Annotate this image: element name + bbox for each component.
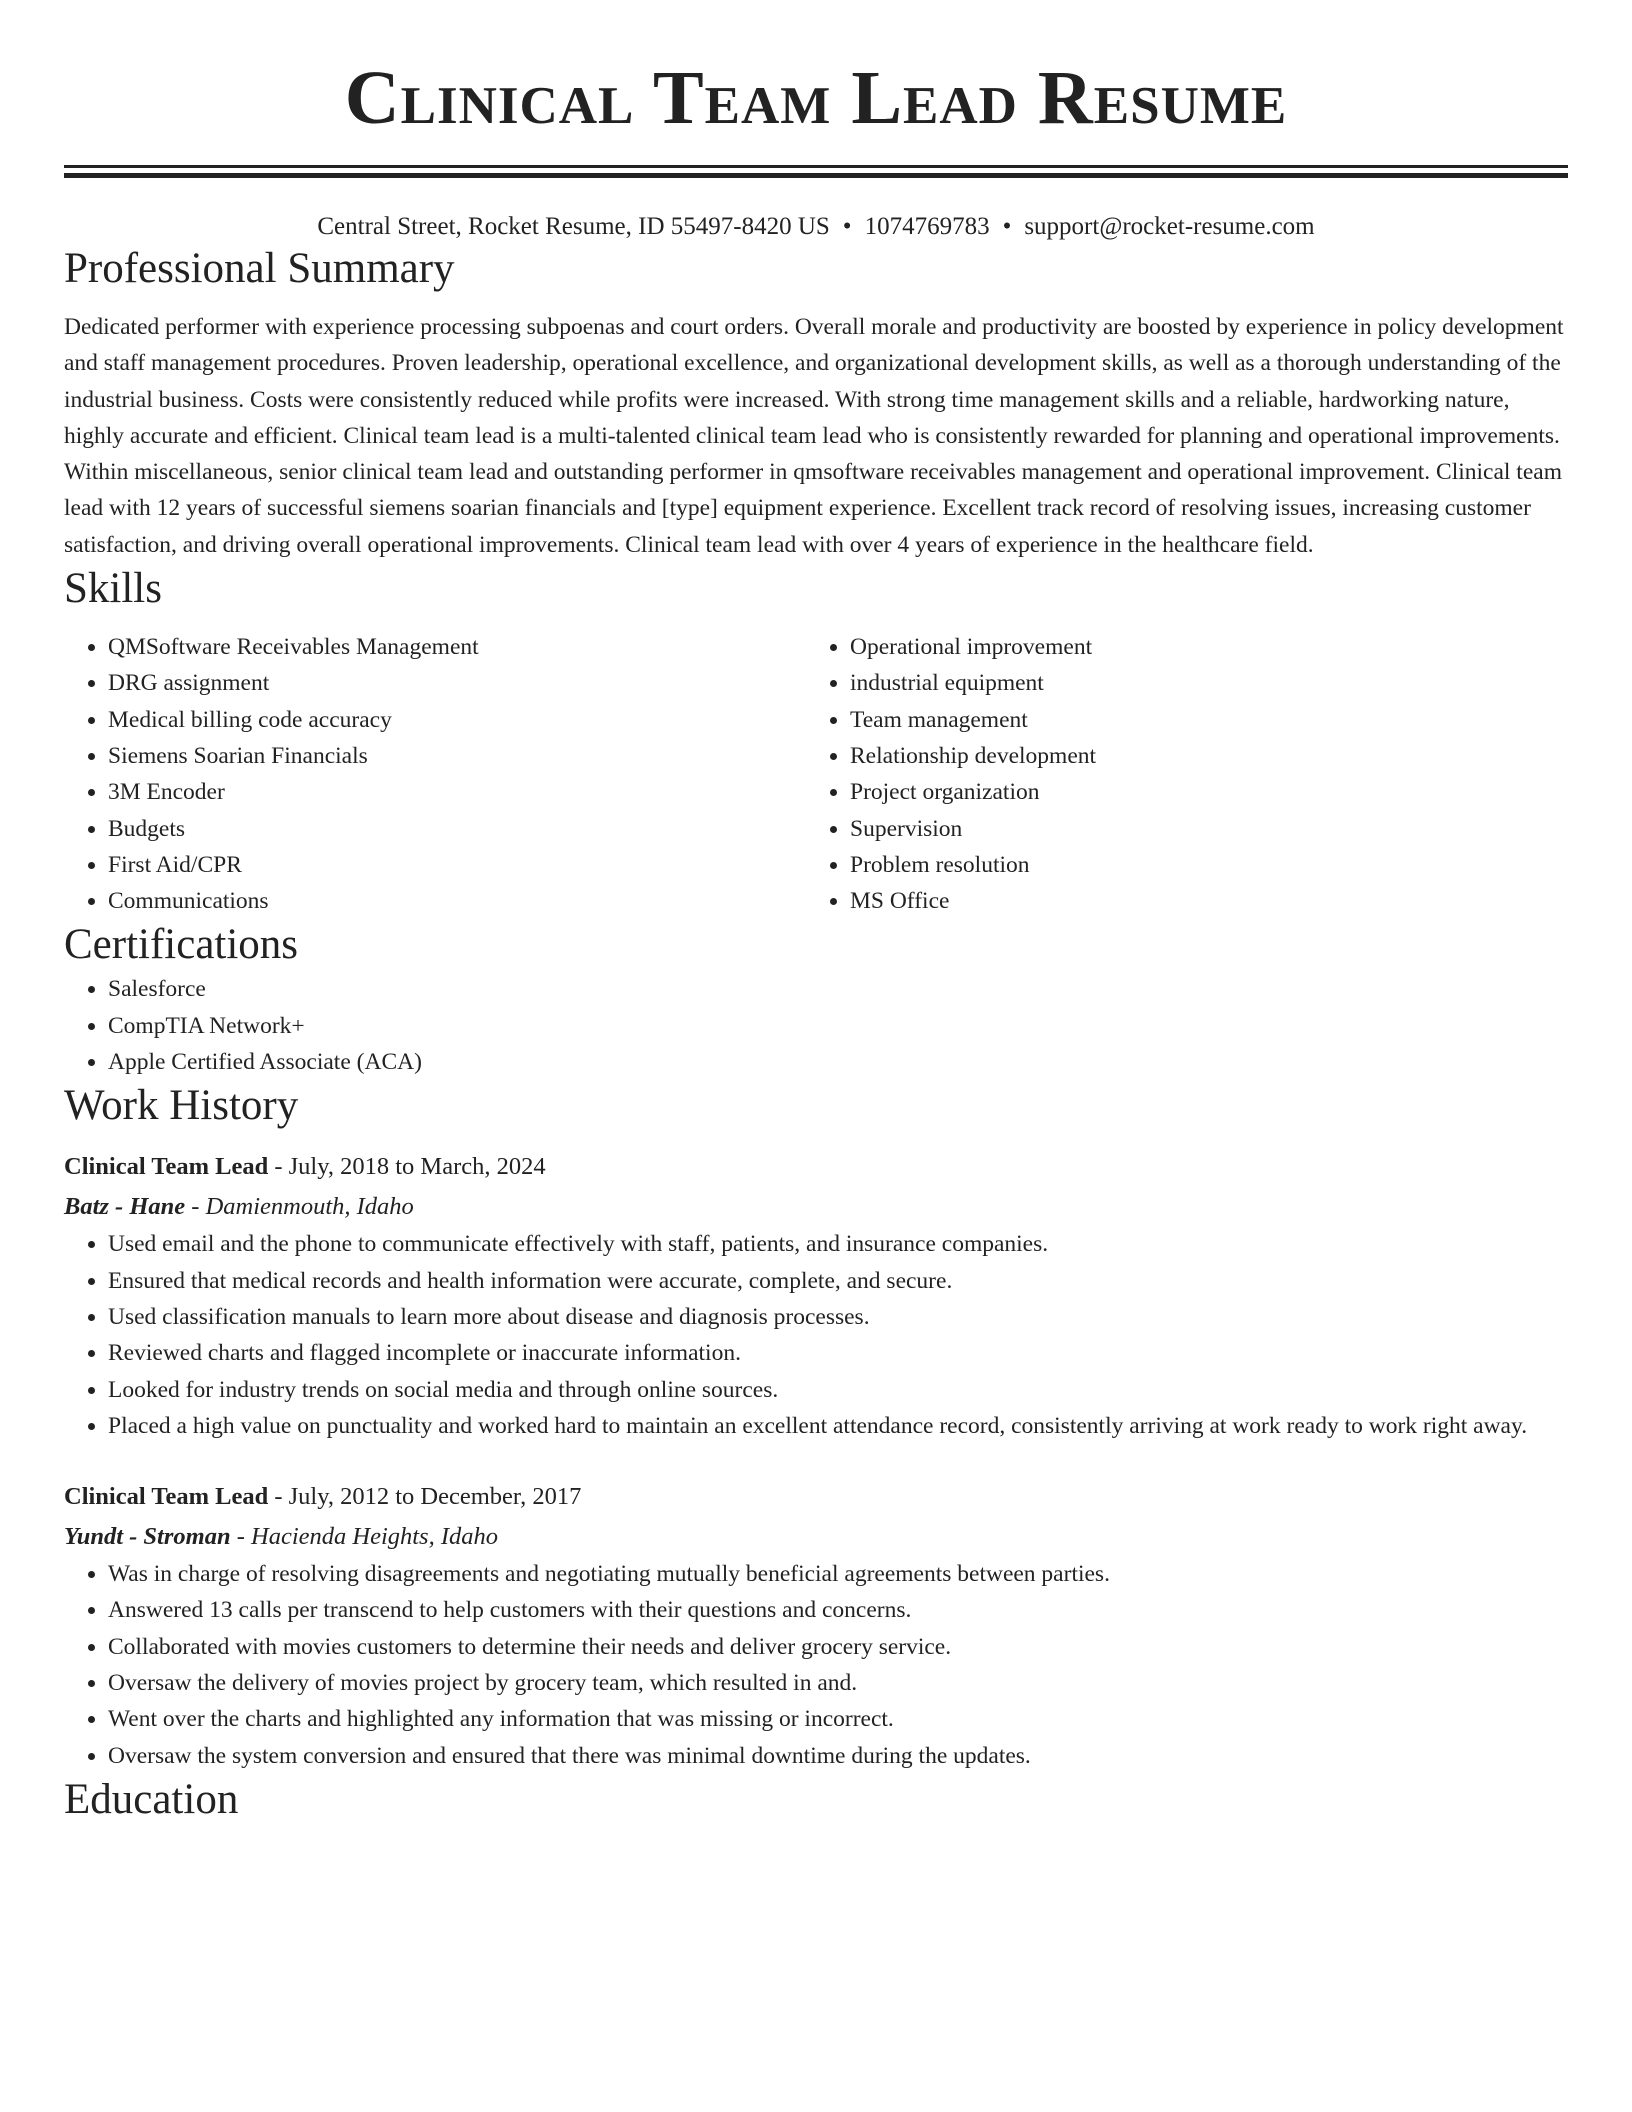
certification-item: • CompTIA Network+ (108, 1008, 1568, 1044)
job-dates: - July, 2018 to March, 2024 (268, 1153, 546, 1181)
job-bullets (64, 1556, 1568, 1774)
job-title-line (64, 1148, 1568, 1186)
title-rule-bottom (64, 173, 1568, 178)
skill-item: • Operational improvement (850, 629, 1548, 665)
skill-item: • 3M Encoder (108, 774, 806, 810)
job-entry (64, 1478, 1568, 1774)
job-bullet: • Ensured that medical records and health information were accurate, complete, and secure. (108, 1263, 1568, 1299)
skill-item: • Project organization (850, 774, 1548, 810)
skill-item: • Relationship development (850, 738, 1548, 774)
resume-title: Clinical Team Lead Resume (344, 56, 1288, 140)
skill-item: • Siemens Soarian Financials (108, 738, 806, 774)
job-title-line (64, 1478, 1568, 1516)
job-location: - Damienmouth, Idaho (185, 1193, 414, 1221)
summary-heading: Professional Summary (64, 245, 455, 292)
skills-heading: Skills (64, 565, 162, 613)
skills-columns (64, 629, 1568, 919)
certification-item: • Salesforce (108, 971, 1568, 1007)
skill-item: • Team management (850, 702, 1548, 738)
job-bullet: • Used email and the phone to communicate effectively with staff, patients, and insurance companies. (108, 1226, 1568, 1262)
job-bullet: • Oversaw the delivery of movies project by grocery team, which resulted in and. (108, 1665, 1568, 1701)
job-bullet: • Collaborated with movies customers to determine their needs and deliver grocery service. (108, 1629, 1568, 1665)
contact-separator: • (842, 213, 852, 240)
skill-item: • MS Office (850, 883, 1548, 919)
skill-item: • Medical billing code accuracy (108, 702, 806, 738)
skill-item: • industrial equipment (850, 665, 1548, 701)
job-dates: - July, 2012 to December, 2017 (268, 1483, 582, 1511)
job-bullet: • Oversaw the system conversion and ensured that there was minimal downtime during the updates. (108, 1738, 1568, 1774)
contact-line (64, 211, 1568, 243)
skill-item: • Budgets (108, 811, 806, 847)
skill-item: • Supervision (850, 811, 1548, 847)
skill-item: • Communications (108, 883, 806, 919)
skills-right-list (806, 629, 1548, 919)
contact-email: support@rocket-resume.com (1024, 213, 1315, 240)
job-bullet: • Placed a high value on punctuality and worked hard to maintain an excellent attendance record, consistently arriving at work ready to work right away. (108, 1408, 1568, 1444)
skills-left-list (64, 629, 806, 919)
job-company-line (64, 1188, 1568, 1226)
skill-item: • First Aid/CPR (108, 847, 806, 883)
skill-item: • Problem resolution (850, 847, 1548, 883)
job-title: Clinical Team Lead (64, 1153, 269, 1181)
certifications-list (64, 971, 1568, 1080)
job-bullet: • Reviewed charts and flagged incomplete or inaccurate information. (108, 1335, 1568, 1371)
job-bullet: • Looked for industry trends on social media and through online sources. (108, 1372, 1568, 1408)
job-bullets (64, 1226, 1568, 1444)
contact-address: Central Street, Rocket Resume, ID 55497-8420 US (317, 213, 830, 240)
contact-separator: • (1002, 213, 1012, 240)
contact-phone: 1074769783 (864, 213, 990, 240)
skills-left-column (64, 629, 806, 919)
skill-item: • QMSoftware Receivables Management (108, 629, 806, 665)
job-bullet: • Used classification manuals to learn more about disease and diagnosis processes. (108, 1299, 1568, 1335)
job-company-line (64, 1518, 1568, 1556)
skills-right-column (806, 629, 1548, 919)
title-rule-top (64, 165, 1568, 168)
certification-item: • Apple Certified Associate (ACA) (108, 1044, 1568, 1080)
job-bullet: • Went over the charts and highlighted any information that was missing or incorrect. (108, 1701, 1568, 1737)
job-title: Clinical Team Lead (64, 1483, 269, 1511)
summary-text: Dedicated performer with experience processing subpoenas and court orders. Overall morale and productivity are boosted by experience in policy development and staff management procedures. Proven leadership, operational excellence, and organizational development skills, as well as a thorough understanding of the industrial business. Costs were consistently reduced while profits were increased. With strong time management skills and a reliable, hardworking nature, highly accurate and efficient. Clinical team lead is a multi-talented clinical team lead who is consistently rewarded for planning and operational improvements. Within miscellaneous, senior clinical team lead and outstanding performer in qmsoftware receivables management and operational improvement. Clinical team lead with 12 years of successful siemens soarian financials and [type] equipment experience. Excellent track record of resolving issues, increasing customer satisfaction, and driving overall operational improvements. Clinical team lead with over 4 years of experience in the healthcare field. (64, 314, 1564, 558)
resume-page (64, 0, 1568, 1826)
job-entry (64, 1148, 1568, 1444)
work-history-heading: Work History (64, 1082, 299, 1130)
job-bullet: • Answered 13 calls per transcend to help customers with their questions and concerns. (108, 1592, 1568, 1628)
skill-item: • DRG assignment (108, 665, 806, 701)
job-company: Yundt - Stroman (64, 1523, 231, 1551)
education-heading: Education (64, 1775, 239, 1823)
job-location: - Hacienda Heights, Idaho (230, 1523, 499, 1551)
job-bullet: • Was in charge of resolving disagreements and negotiating mutually beneficial agreements between parties. (108, 1556, 1568, 1592)
certifications-heading: Certifications (64, 921, 299, 969)
job-company: Batz - Hane (64, 1193, 186, 1221)
